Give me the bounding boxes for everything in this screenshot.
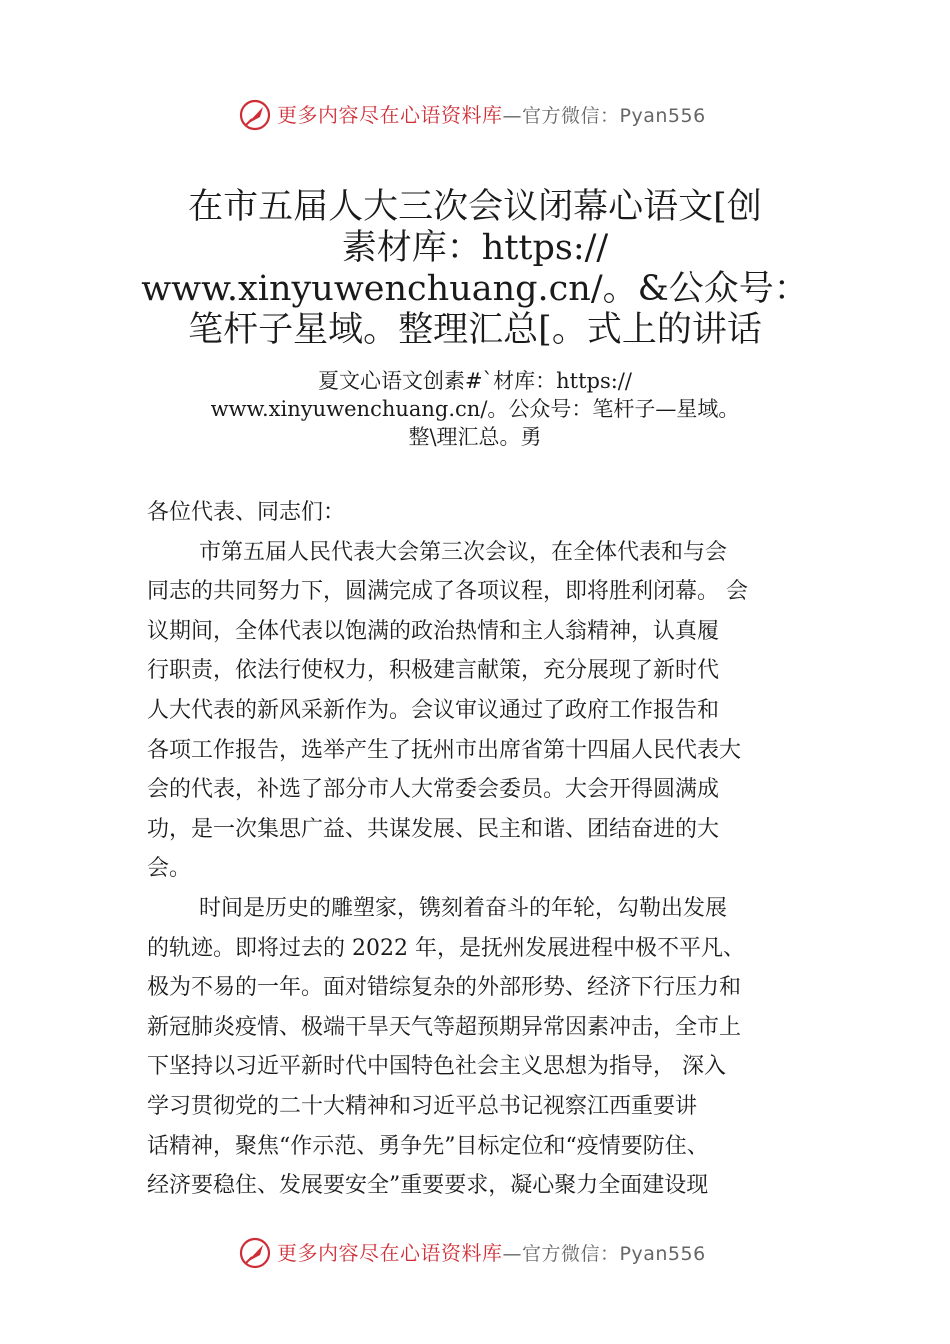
body-line: 下坚持以习近平新时代中国特色社会主义思想为指导， 深入 xyxy=(147,1054,726,1080)
footer-site-text: 更多内容尽在心语资料库 xyxy=(277,1241,503,1265)
body-line: 市第五届人民代表大会第三次会议，在全体代表和与会 xyxy=(199,539,728,565)
subtitle-line: www.xinyuwenchuang.cn/。公众号：笔杆子—星域。 xyxy=(210,397,740,421)
body-line: 人大代表的新风采新作为。会议审议通过了政府工作报告和 xyxy=(147,697,720,723)
title-line: www.xinyuwenchuang.cn/。&公众号： xyxy=(141,269,809,309)
body-line: 议期间，全体代表以饱满的政治热情和主人翁精神，认真履 xyxy=(147,618,720,644)
body-line: 新冠肺炎疫情、极端干旱天气等超预期异常因素冲击，全市上 xyxy=(147,1014,742,1040)
body-line: 各项工作报告，选举产生了抚州市出席省第十四届人民代表大 xyxy=(147,737,742,763)
subtitle-line: 整\理汇总。勇 xyxy=(408,425,542,449)
body-line: 话精神，聚焦“作示范、勇争先”目标定位和“疫情要防住、 xyxy=(147,1133,709,1159)
body-line: 行职责，依法行使权力，积极建言献策，充分展现了新时代 xyxy=(147,658,720,684)
footer-banner xyxy=(0,1232,950,1276)
footer-banner-text xyxy=(277,1240,706,1267)
quill-logo-icon xyxy=(238,1236,272,1270)
page-subtitle xyxy=(100,367,850,451)
body-line: 学习贯彻党的二十大精神和习近平总书记视察江西重要讲 xyxy=(147,1093,698,1119)
body-line: 同志的共同努力下，圆满完成了各项议程，即将胜利闭幕。 会 xyxy=(147,579,748,605)
subtitle-line: 夏文心语文创素#`材库：https:// xyxy=(318,369,632,393)
body-line: 会的代表，补选了部分市人大常委会委员。大会开得圆满成 xyxy=(147,777,720,803)
body-line: 极为不易的一年。面对错综复杂的外部形势、经济下行压力和 xyxy=(147,975,742,1001)
footer-contact-text: —官方微信：Pyan556 xyxy=(502,1243,706,1265)
title-line: 素材库：https:// xyxy=(341,228,609,268)
body-line: 功，是一次集思广益、共谋发展、民主和谐、团结奋进的大 xyxy=(147,816,720,842)
body-line: 会。 xyxy=(147,856,192,882)
body-line: 经济要稳住、发展要安全”重要要求，凝心聚力全面建设现 xyxy=(147,1173,709,1199)
body-line: 的轨迹。即将过去的 2022 年，是抚州发展进程中极不平凡、 xyxy=(147,935,745,961)
header-contact-text: —官方微信：Pyan556 xyxy=(502,105,706,127)
quill-logo-icon xyxy=(238,98,272,132)
page-title xyxy=(100,187,850,351)
title-line: 在市五届人大三次会议闭幕心语文[创 xyxy=(188,187,762,227)
header-site-text: 更多内容尽在心语资料库 xyxy=(277,103,503,127)
speech-body xyxy=(147,493,827,1206)
header-banner-text xyxy=(277,102,706,129)
salutation: 各位代表、同志们： xyxy=(147,500,346,525)
title-line: 笔杆子星域。整理汇总[。式上的讲话 xyxy=(188,310,762,350)
body-line: 时间是历史的雕塑家，镌刻着奋斗的年轮，勾勒出发展 xyxy=(199,895,728,921)
header-banner xyxy=(0,94,950,138)
